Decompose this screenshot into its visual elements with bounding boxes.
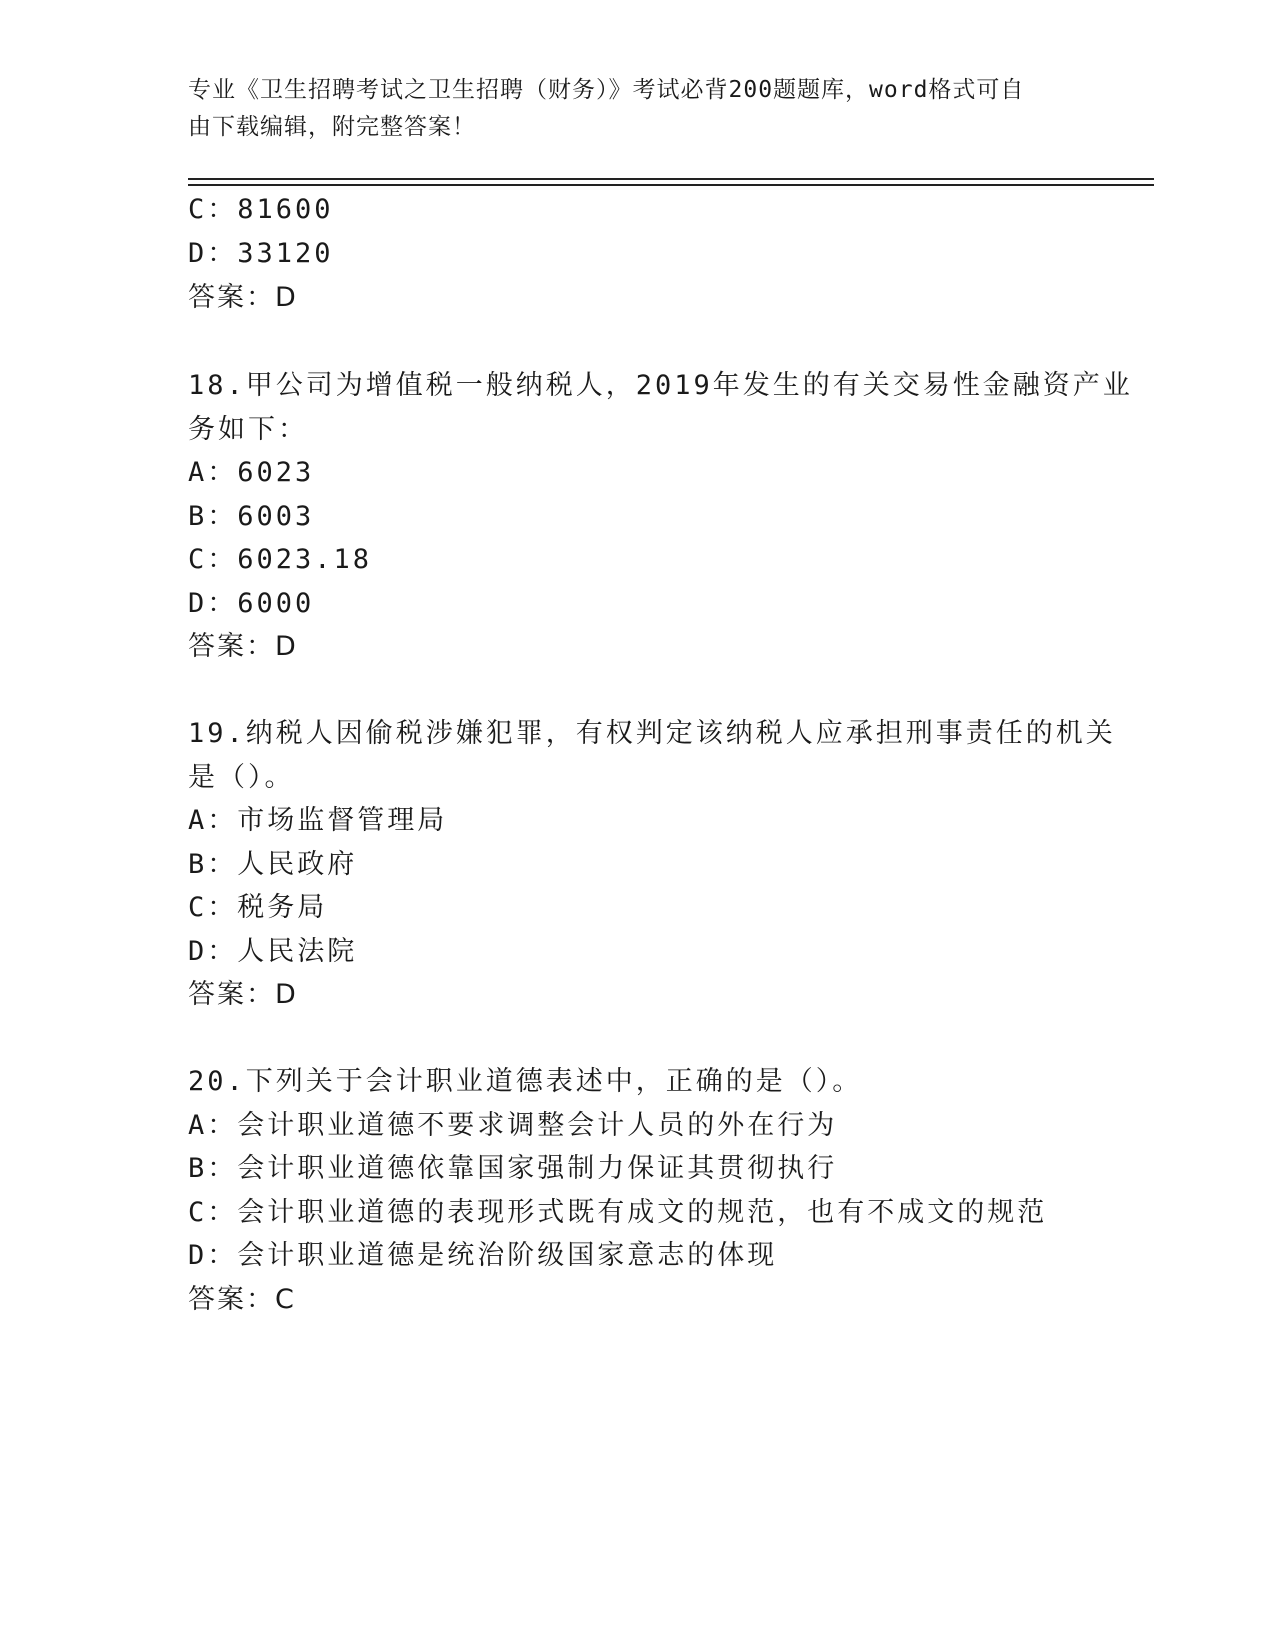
document-header — [188, 72, 1088, 146]
answer-line: 答案：D — [188, 282, 298, 313]
question-stem-line-1: 19.纳税人因偷税涉嫌犯罪，有权判定该纳税人应承担刑事责任的机关 — [188, 718, 1116, 749]
question-stem-line-2: 是（）。 — [188, 762, 295, 793]
option-b: B：人民政府 — [188, 849, 358, 880]
header-text-line-1: 专业《卫生招聘考试之卫生招聘（财务）》考试必背200题题库，word格式可自 — [188, 77, 1025, 103]
answer-line: 答案：D — [188, 631, 298, 662]
option-d: D：33120 — [188, 238, 334, 269]
header-divider-top — [188, 178, 1154, 180]
option-c: C：税务局 — [188, 892, 328, 923]
option-b: B：会计职业道德依靠国家强制力保证其贯彻执行 — [188, 1153, 838, 1184]
option-d: D：6000 — [188, 588, 315, 619]
question-stem-line-1: 20.下列关于会计职业道德表述中，正确的是（）。 — [188, 1066, 863, 1097]
answer-line: 答案：D — [188, 979, 298, 1010]
question-stem-line-2: 务如下： — [188, 414, 308, 445]
header-divider-bottom — [188, 184, 1154, 186]
option-a: A：市场监督管理局 — [188, 805, 448, 836]
header-text-line-2: 由下载编辑，附完整答案！ — [188, 114, 476, 140]
option-c: C：81600 — [188, 194, 334, 225]
option-a: A：会计职业道德不要求调整会计人员的外在行为 — [188, 1110, 838, 1141]
option-a: A：6023 — [188, 457, 315, 488]
option-c: C：会计职业道德的表现形式既有成文的规范，也有不成文的规范 — [188, 1197, 1048, 1228]
option-d: D：人民法院 — [188, 936, 358, 967]
option-d: D：会计职业道德是统治阶级国家意志的体现 — [188, 1240, 778, 1271]
option-c: C：6023.18 — [188, 544, 373, 575]
question-stem-line-1: 18.甲公司为增值税一般纳税人，2019年发生的有关交易性金融资产业 — [188, 370, 1133, 401]
answer-line: 答案：C — [188, 1284, 296, 1315]
option-b: B：6003 — [188, 501, 315, 532]
